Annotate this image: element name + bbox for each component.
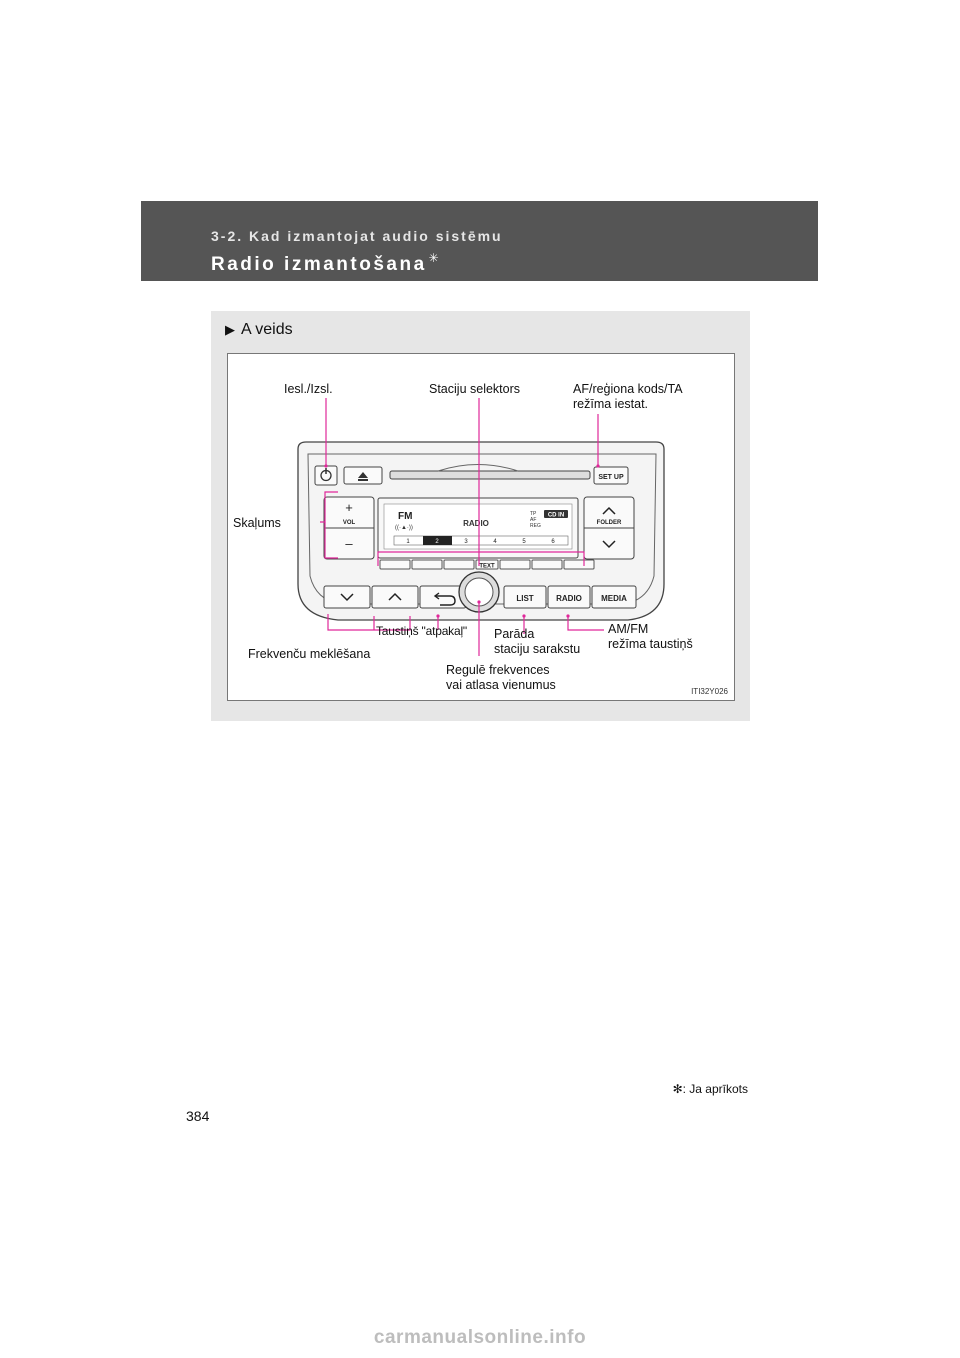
section-label: 3-2. Kad izmantojat audio sistēmu — [211, 228, 503, 244]
cd-slot — [390, 471, 590, 479]
section-header — [141, 201, 818, 281]
audio-unit-figure — [227, 353, 735, 701]
af-indicator: AF — [530, 517, 537, 523]
variant-label — [225, 321, 293, 339]
preset-5: 5 — [522, 539, 526, 545]
triangle-marker-icon: ▶ — [225, 322, 235, 337]
band-label: FM — [398, 511, 413, 522]
tp-indicator: TP — [530, 511, 537, 517]
radio-label: RADIO — [556, 594, 582, 603]
page-number: 384 — [186, 1108, 210, 1124]
preset-strip — [394, 536, 568, 545]
vol-label: VOL — [342, 520, 356, 526]
preset-4: 4 — [493, 539, 497, 545]
preset-1: 1 — [406, 539, 410, 545]
preset-6: 6 — [551, 539, 555, 545]
figure-panel — [211, 311, 750, 721]
page-title-text: Radio izmantošana — [211, 254, 427, 275]
footnote: ✻: Ja aprīkots — [672, 1082, 748, 1096]
callout-station-list-line2: staciju sarakstu — [494, 642, 581, 656]
callout-seek: Frekvenču meklēšana — [248, 647, 371, 661]
text-label: TEXT — [479, 563, 495, 570]
svg-text:+: + — [345, 500, 353, 515]
folder-label: FOLDER — [596, 520, 622, 526]
list-label: LIST — [516, 594, 534, 603]
preset-3: 3 — [464, 539, 468, 545]
callout-tune-line1: Regulē frekvences — [446, 663, 550, 677]
callout-tune-line2: vai atlasa vienumus — [446, 678, 556, 692]
page-title — [211, 251, 441, 276]
callout-af-region-line2: režīma iestat. — [573, 397, 649, 411]
callout-back-button: Taustiņš "atpakaļ" — [376, 624, 467, 638]
svg-text:–: – — [345, 536, 353, 551]
seek-up-button — [372, 586, 418, 608]
setup-label: SET UP — [598, 474, 624, 481]
callout-amfm-line1: AM/FM — [608, 622, 649, 636]
seek-down-button — [324, 586, 370, 608]
watermark: carmanualsonline.info — [373, 1327, 587, 1348]
figure-code: ITI32Y026 — [691, 687, 728, 696]
media-label: MEDIA — [601, 594, 627, 603]
callout-af-region-line1: AF/reģiona kods/TA — [573, 382, 683, 396]
callout-amfm-line2: režīma taustiņš — [608, 637, 693, 651]
preset-2: 2 — [435, 539, 439, 545]
callout-station-list-line1: Parāda — [494, 627, 535, 641]
cd-in-indicator: CD IN — [547, 512, 565, 519]
equipment-mark: ✳ — [428, 251, 442, 265]
variant-label-text: A veids — [241, 321, 293, 338]
reg-indicator: REG — [530, 523, 541, 529]
callout-power: Iesl./Izsl. — [284, 382, 333, 396]
callout-station-selector: Staciju selektors — [429, 382, 521, 396]
svg-text:((·▲·)): ((·▲·)) — [395, 525, 413, 531]
callout-volume: Skaļums — [233, 516, 281, 530]
display-mode: RADIO — [463, 519, 489, 528]
